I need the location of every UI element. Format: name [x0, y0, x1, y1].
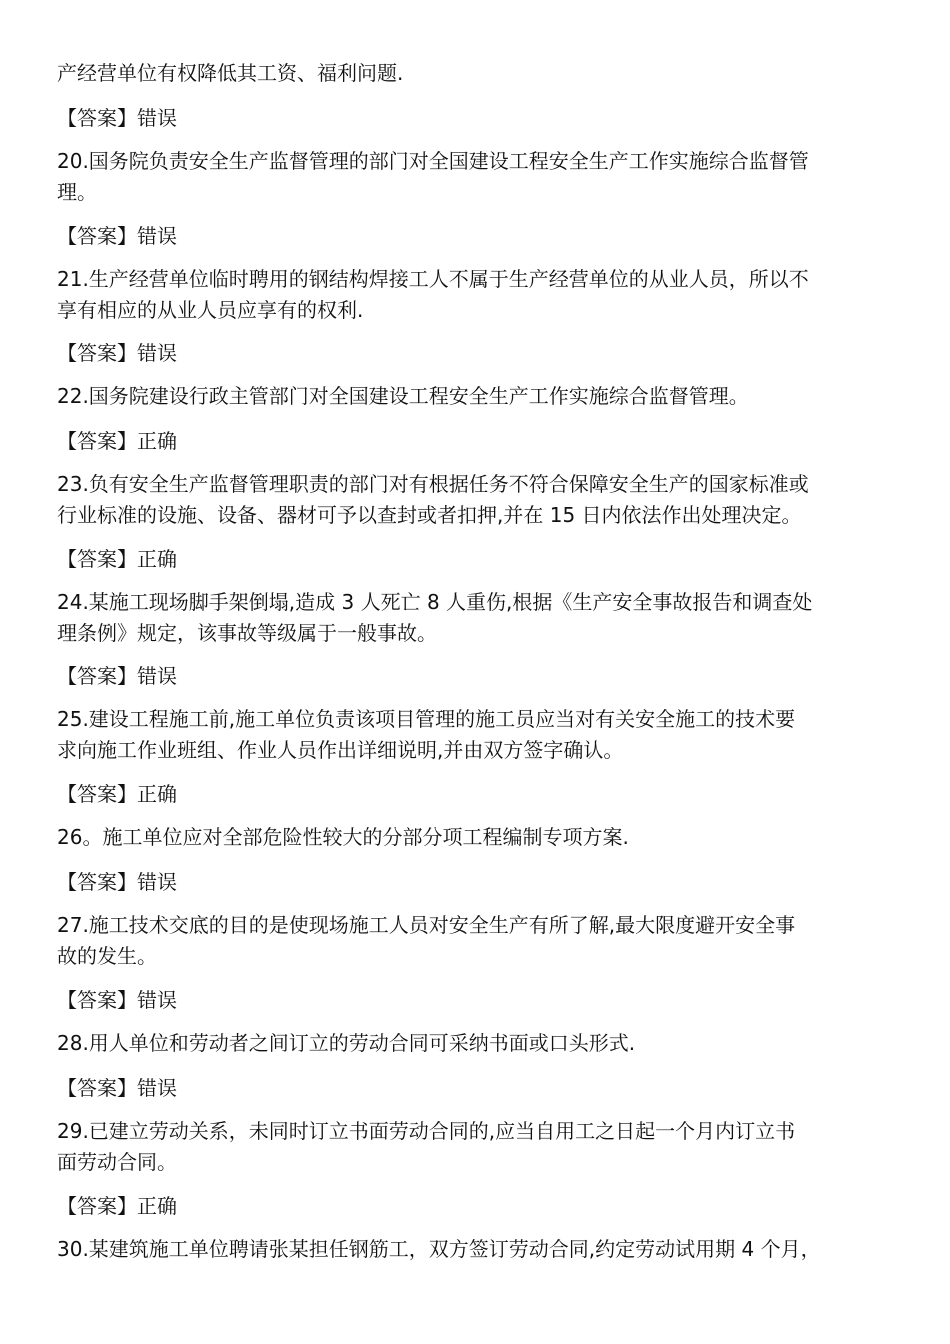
question-21: [57, 264, 903, 326]
question-20: [57, 146, 903, 208]
question-27: [57, 910, 903, 972]
text-line: 享有相应的从业人员应享有的权利.: [57, 298, 364, 322]
answer-24: 【答案】错误: [57, 664, 177, 688]
answer-23: 【答案】正确: [57, 547, 177, 571]
text-line: 23.负有安全生产监督管理职责的部门对有根据任务不符合保障安全生产的国家标准或: [57, 472, 809, 496]
answer-21: 【答案】错误: [57, 341, 177, 365]
answer-26: 【答案】错误: [57, 870, 177, 894]
answer-22: 【答案】正确: [57, 429, 177, 453]
question-28: [57, 1028, 903, 1059]
text-line: 21.生产经营单位临时聘用的钢结构焊接工人不属于生产经营单位的从业人员，所以不: [57, 267, 809, 291]
answer-27: 【答案】错误: [57, 988, 177, 1012]
text-line: 22.国务院建设行政主管部门对全国建设工程安全生产工作实施综合监督管理。: [57, 384, 749, 408]
question-19-continuation: [57, 58, 903, 89]
text-line: 24.某施工现场脚手架倒塌,造成 3 人死亡 8 人重伤,根据《生产安全事故报告和调查处: [57, 590, 813, 614]
text-line: 27.施工技术交底的目的是使现场施工人员对安全生产有所了解,最大限度避开安全事: [57, 913, 796, 937]
text-line: 28.用人单位和劳动者之间订立的劳动合同可采纳书面或口头形式.: [57, 1031, 636, 1055]
question-24: [57, 587, 903, 649]
answer-28: 【答案】错误: [57, 1076, 177, 1100]
question-25: [57, 704, 903, 766]
text-line: 面劳动合同。: [57, 1150, 177, 1174]
question-29: [57, 1116, 903, 1178]
answer-19: 【答案】错误: [57, 106, 177, 130]
answer-29: 【答案】正确: [57, 1194, 177, 1218]
text-line: 20.国务院负责安全生产监督管理的部门对全国建设工程安全生产工作实施综合监督管: [57, 149, 809, 173]
question-30: [57, 1234, 903, 1265]
text-line: 26。施工单位应对全部危险性较大的分部分项工程编制专项方案.: [57, 825, 629, 849]
question-23: [57, 469, 903, 531]
text-line: 理。: [57, 180, 97, 204]
text-line: 30.某建筑施工单位聘请张某担任钢筋工，双方签订劳动合同,约定劳动试用期 4 个月，: [57, 1237, 821, 1261]
answer-20: 【答案】错误: [57, 224, 177, 248]
answer-25: 【答案】正确: [57, 782, 177, 806]
text-line: 25.建设工程施工前,施工单位负责该项目管理的施工员应当对有关安全施工的技术要: [57, 707, 796, 731]
text-line: 29.已建立劳动关系，未同时订立书面劳动合同的,应当自用工之日起一个月内订立书: [57, 1119, 796, 1143]
text-line: 理条例》规定，该事故等级属于一般事故。: [57, 621, 437, 645]
text-line: 产经营单位有权降低其工资、福利问题.: [57, 61, 404, 85]
text-line: 行业标准的设施、设备、器材可予以查封或者扣押,并在 15 日内依法作出处理决定。: [57, 503, 802, 527]
text-line: 故的发生。: [57, 944, 157, 968]
text-line: 求向施工作业班组、作业人员作出详细说明,并由双方签字确认。: [57, 738, 624, 762]
question-26: [57, 822, 903, 853]
question-22: [57, 381, 903, 412]
